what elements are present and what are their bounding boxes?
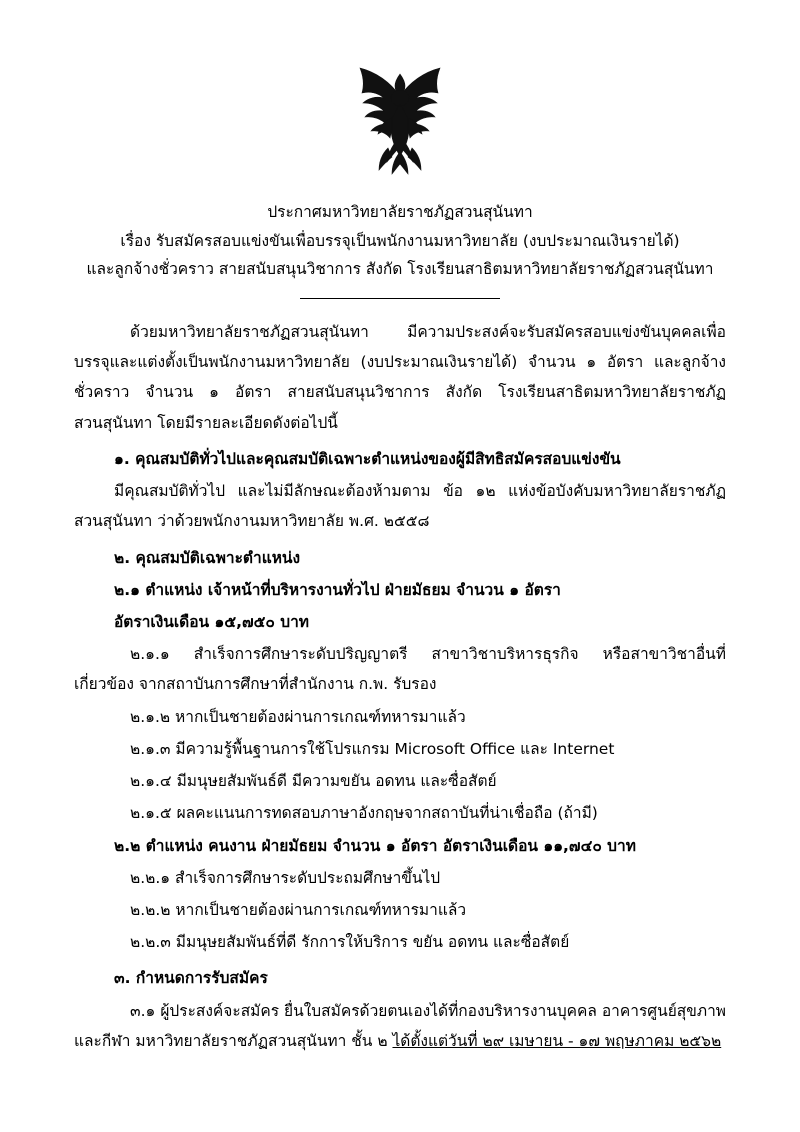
item-2-1-5: ๒.๑.๕ ผลคะแนนการทดสอบภาษาอังกฤษจากสถาบันที่น่าเชื่อถือ (ถ้ามี) (130, 804, 598, 823)
section-1-heading: ๑. คุณสมบัติทั่วไปและคุณสมบัติเฉพาะตำแหน่งของผู้มีสิทธิสมัครสอบแข่งขัน (114, 449, 621, 468)
section-2-2-heading: ๒.๒ ตำแหน่ง คนงาน ฝ่ายมัธยม จำนวน ๑ อัตรา อัตราเงินเดือน ๑๑,๗๔๐ บาท (114, 836, 636, 855)
item-2-1-4: ๒.๑.๔ มีมนุษยสัมพันธ์ดี มีความขยัน อดทน และซื่อสัตย์ (130, 772, 497, 791)
section-2-heading: ๒. คุณสมบัติเฉพาะตำแหน่ง (114, 548, 301, 567)
item-2-1-2: ๒.๑.๒ หากเป็นชายต้องผ่านการเกณฑ์ทหารมาแล้ว (130, 707, 466, 726)
emblem-container (74, 60, 726, 180)
item-2-1-1: ๒.๑.๑ สำเร็จการศึกษาระดับปริญญาตรี สาขาวิชาบริหารธุรกิจ หรือสาขาวิชาอื่นที่เกี่ยวข้อง จากสถาบันการศึกษาที่สำนักงาน ก.พ. รับรอง (74, 645, 726, 694)
item-2-2-1: ๒.๒.๑ สำเร็จการศึกษาระดับประถมศึกษาขึ้นไป (130, 868, 441, 887)
item-2-2-2: ๒.๒.๒ หากเป็นชายต้องผ่านการเกณฑ์ทหารมาแล้ว (130, 900, 467, 919)
item-3-1-date-range: ได้ตั้งแต่วันที่ ๒๙ เมษายน - ๑๗ พฤษภาคม ๒๕๖๒ (392, 1031, 722, 1050)
header-line-3: และลูกจ้างชั่วคราว สายสนับสนุนวิชาการ สังกัด โรงเรียนสาธิตมหาวิทยาลัยราชภัฏสวนสุนันทา (86, 260, 714, 279)
section-2-1-heading: ๒.๑ ตำแหน่ง เจ้าหน้าที่บริหารงานทั่วไป ฝ่ายมัธยม จำนวน ๑ อัตรา (114, 580, 561, 599)
header-line-1: ประกาศมหาวิทยาลัยราชภัฏสวนสุนันทา (267, 203, 533, 221)
section-3-heading: ๓. กำหนดการรับสมัคร (114, 969, 268, 988)
document-body (74, 317, 726, 1056)
item-3-1 (74, 996, 726, 1056)
item-2-2-3: ๒.๒.๓ มีมนุษยสัมพันธ์ที่ดี รักการให้บริการ ขยัน อดทน และซื่อสัตย์ (130, 933, 570, 952)
section-2-1-salary: อัตราเงินเดือน ๑๕,๗๕๐ บาท (114, 612, 309, 631)
header-line-2: เรื่อง รับสมัครสอบแข่งขันเพื่อบรรจุเป็นพนักงานมหาวิทยาลัย (งบประมาณเงินรายได้) (120, 231, 680, 250)
divider (74, 298, 726, 299)
section-1-body: มีคุณสมบัติทั่วไป และไม่มีลักษณะต้องห้ามตาม ข้อ ๑๒ แห่งข้อบังคับมหาวิทยาลัยราชภัฏสวนสุนันทา ว่าด้วยพนักงานมหาวิทยาลัย พ.ศ. ๒๕๕๘ (74, 482, 726, 531)
intro-paragraph: ด้วยมหาวิทยาลัยราชภัฏสวนสุนันทา มีความประสงค์จะรับสมัครสอบแข่งขันบุคคลเพื่อบรรจุและแต่งตั้งเป็นพนักงานมหาวิทยาลัย (งบประมาณเงินรายได้) จำนวน ๑ อัตรา และลูกจ้างชั่วคราว จำนวน ๑ อัตรา สายสนับสนุนวิชาการ สังกัด โรงเรียนสาธิตมหาวิทยาลัยราชภัฏสวนสุนันทา โดยมีรายละเอียดดังต่อไปนี้ (74, 323, 726, 432)
garuda-emblem (340, 60, 460, 180)
document-header (74, 198, 726, 284)
item-3-1-text: ๓.๑ ผู้ประสงค์จะสมัคร ยื่นใบสมัครด้วยตนเองได้ที่กองบริหารงานบุคคล อาคารศูนย์สุขภาพและกีฬา มหาวิทยาลัยราชภัฏสวนสุนันทา ชั้น ๒ (74, 1001, 726, 1050)
item-2-1-3: ๒.๑.๓ มีความรู้พื้นฐานการใช้โปรแกรม Microsoft Office และ Internet (130, 739, 615, 758)
